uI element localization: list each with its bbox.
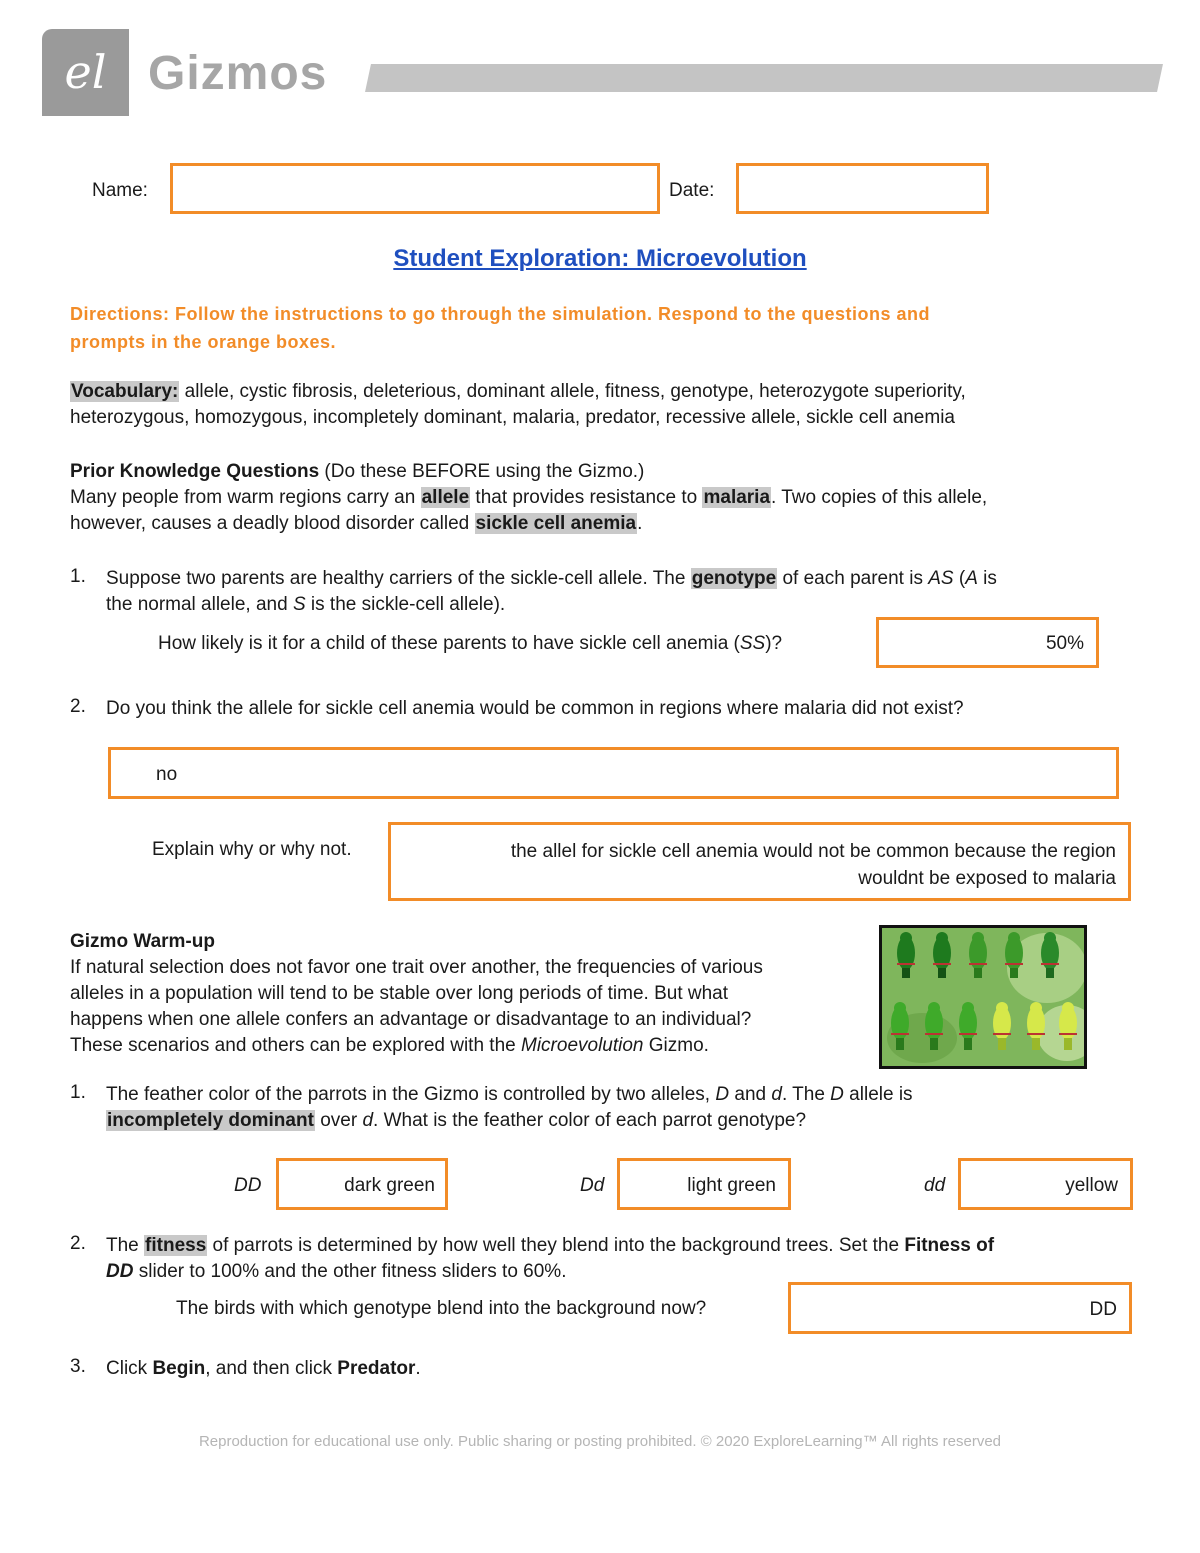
header-bar bbox=[365, 64, 1163, 92]
warmup-line-4: These scenarios and others can be explored with the bbox=[70, 1035, 521, 1056]
q-text: slider to 100% and the other fitness sliders to 60%. bbox=[133, 1261, 567, 1282]
q-text: The feather color of the parrots in the Gizmo is controlled by two alleles, bbox=[106, 1084, 716, 1105]
genotype-DD-answer-box[interactable] bbox=[276, 1158, 448, 1210]
warmup-intro bbox=[70, 929, 763, 1059]
prior-q2-number: 2. bbox=[70, 696, 86, 717]
footer-notice: Reproduction for educational use only. Public sharing or posting prohibited. © 2020 ExploreLearning™ All rights reserved bbox=[198, 1433, 1002, 1450]
prior-heading: Prior Knowledge Questions bbox=[70, 461, 320, 482]
q-text: D bbox=[830, 1084, 844, 1105]
vocabulary-line-1: allele, cystic fibrosis, deleterious, dominant allele, fitness, genotype, heterozygote superiority, bbox=[179, 381, 966, 402]
prior-q1-subquestion bbox=[158, 631, 782, 657]
name-label: Name: bbox=[92, 180, 148, 201]
directions-line-2: prompts in the orange boxes. bbox=[70, 332, 337, 352]
name-field[interactable] bbox=[170, 163, 660, 214]
gizmo-name: Microevolution bbox=[521, 1035, 644, 1056]
genotype-Dd-answer-box[interactable] bbox=[617, 1158, 791, 1210]
q-text: . bbox=[415, 1358, 421, 1379]
vocabulary-line-2: heterozygous, homozygous, incompletely dominant, malaria, predator, recessive allele, sickle cell anemia bbox=[70, 407, 955, 428]
date-field[interactable] bbox=[736, 163, 989, 214]
q-text: is bbox=[977, 568, 997, 589]
term-genotype: genotype bbox=[691, 568, 777, 589]
prior-q1-answer: 50% bbox=[1045, 633, 1084, 654]
genotype-Dd-label: Dd bbox=[580, 1175, 605, 1196]
q-text: d bbox=[771, 1084, 782, 1105]
warmup-q2-number: 2. bbox=[70, 1233, 86, 1254]
logo-mark-text: el bbox=[64, 45, 107, 99]
vocabulary bbox=[70, 379, 966, 431]
prior-q2-answer-box[interactable] bbox=[108, 747, 1119, 799]
warmup-q2-answer-box[interactable] bbox=[788, 1282, 1132, 1334]
prior-text: Many people from warm regions carry an bbox=[70, 487, 421, 508]
explain-line-2: wouldnt be exposed to malaria bbox=[858, 868, 1116, 889]
genotype-dd-answer-box[interactable] bbox=[958, 1158, 1133, 1210]
genotype-dd-upper-label: DD bbox=[234, 1175, 262, 1196]
parrot-simulation-image bbox=[879, 925, 1087, 1069]
prior-q2-text: Do you think the allele for sickle cell anemia would be common in regions where malaria did not exist? bbox=[106, 698, 964, 719]
q-text: over bbox=[314, 1110, 363, 1131]
q-text: the normal allele, and bbox=[106, 594, 293, 615]
logo-mark bbox=[42, 29, 129, 116]
warmup-line-1: If natural selection does not favor one trait over another, the frequencies of various bbox=[70, 957, 763, 978]
prior-q2-explain-label: Explain why or why not. bbox=[152, 839, 352, 860]
directions bbox=[70, 300, 930, 356]
q-text: of parrots is determined by how well they blend into the background trees. Set the bbox=[207, 1235, 905, 1256]
q-text: and bbox=[729, 1084, 772, 1105]
genotype-Dd-answer: light green bbox=[687, 1175, 776, 1196]
warmup-line-2: alleles in a population will tend to be stable over long periods of time. But what bbox=[70, 983, 729, 1004]
prior-q2-explain-box[interactable] bbox=[388, 822, 1131, 901]
warmup-q2-answer: DD bbox=[1089, 1299, 1117, 1320]
term-sickle-cell-anemia: sickle cell anemia bbox=[475, 513, 637, 534]
q-text: . The bbox=[781, 1084, 831, 1105]
q-text: How likely is it for a child of these parents to have sickle cell anemia ( bbox=[158, 633, 740, 654]
warmup-q2-subquestion: The birds with which genotype blend into the background now? bbox=[176, 1298, 707, 1319]
prior-text: however, causes a deadly blood disorder called bbox=[70, 513, 475, 534]
prior-text: . bbox=[637, 513, 643, 534]
q-text: Predator bbox=[337, 1358, 416, 1379]
term-allele: allele bbox=[421, 487, 470, 508]
q-text: A bbox=[965, 568, 978, 589]
q-text: )? bbox=[765, 633, 783, 654]
q-text: SS bbox=[739, 633, 766, 654]
genotype-dd-label: dd bbox=[924, 1175, 946, 1196]
q-text: of each parent is bbox=[777, 568, 929, 589]
q-text: is the sickle-cell allele). bbox=[305, 594, 506, 615]
term-incompletely-dominant: incompletely dominant bbox=[107, 1110, 314, 1131]
q-text: allele is bbox=[843, 1084, 913, 1105]
term-malaria: malaria bbox=[703, 487, 771, 508]
q-text: , and then click bbox=[205, 1358, 338, 1379]
q-text: ( bbox=[953, 568, 966, 589]
prior-q1-answer-box[interactable] bbox=[876, 617, 1099, 668]
warmup-line-3: happens when one allele confers an advantage or disadvantage to an individual? bbox=[70, 1009, 752, 1030]
prior-text: . Two copies of this allele, bbox=[771, 487, 988, 508]
prior-q1-number: 1. bbox=[70, 566, 86, 587]
q-text: AS bbox=[928, 568, 954, 589]
warmup-heading: Gizmo Warm-up bbox=[70, 931, 215, 952]
date-label: Date: bbox=[669, 180, 715, 201]
q-text: D bbox=[715, 1084, 730, 1105]
q-text: d bbox=[362, 1110, 374, 1131]
brand-name: Gizmos bbox=[148, 47, 328, 100]
term-fitness: fitness bbox=[145, 1235, 207, 1256]
warmup-line-4-end: Gizmo. bbox=[643, 1035, 709, 1056]
q-text: Click bbox=[106, 1358, 153, 1379]
q-text: . What is the feather color of each parrot genotype? bbox=[373, 1110, 807, 1131]
warmup-q1-number: 1. bbox=[70, 1082, 86, 1103]
parrots-illustration bbox=[882, 928, 1084, 1066]
warmup-q2-text bbox=[106, 1233, 994, 1285]
q-text: The bbox=[106, 1235, 145, 1256]
q-text: Suppose two parents are healthy carriers of the sickle-cell allele. The bbox=[106, 568, 691, 589]
prior-q2-explain-answer bbox=[511, 838, 1116, 892]
prior-text: that provides resistance to bbox=[470, 487, 703, 508]
genotype-DD-answer: dark green bbox=[344, 1175, 435, 1196]
prior-knowledge-intro bbox=[70, 459, 987, 537]
warmup-q3-text bbox=[106, 1356, 421, 1382]
vocabulary-label: Vocabulary: bbox=[71, 381, 179, 402]
prior-q1-text bbox=[106, 566, 997, 618]
explain-line-1: the allel for sickle cell anemia would not be common because the region bbox=[510, 841, 1116, 862]
genotype-dd-answer: yellow bbox=[1065, 1175, 1118, 1196]
prior-heading-note: (Do these BEFORE using the Gizmo.) bbox=[319, 461, 645, 482]
q-text: Begin bbox=[152, 1358, 206, 1379]
page-title: Student Exploration: Microevolution bbox=[393, 245, 807, 272]
warmup-q1-text bbox=[106, 1082, 913, 1134]
warmup-q3-number: 3. bbox=[70, 1356, 86, 1377]
q-text: DD bbox=[106, 1261, 134, 1282]
q-text: Fitness of bbox=[904, 1235, 995, 1256]
q-text: S bbox=[292, 594, 306, 615]
directions-line-1: Directions: Follow the instructions to go through the simulation. Respond to the questions and bbox=[70, 304, 930, 324]
prior-q2-answer: no bbox=[156, 764, 178, 785]
